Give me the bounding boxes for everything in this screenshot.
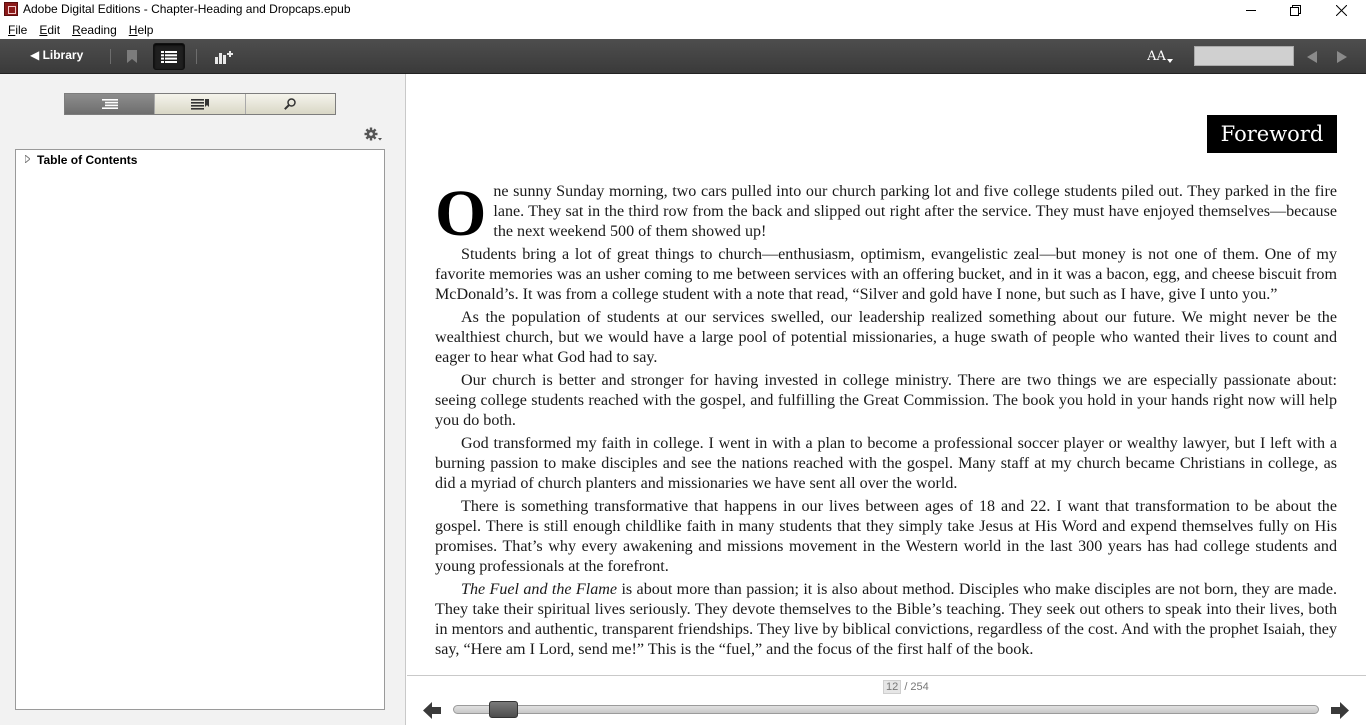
library-button[interactable]: ◀ Library: [30, 48, 84, 62]
prev-page-arrow-icon[interactable]: [423, 702, 441, 719]
expand-arrow-icon[interactable]: [25, 155, 30, 163]
arrow-left-icon: [1307, 51, 1317, 63]
paragraph: [435, 580, 1337, 660]
paragraph-text: is about more than passion; it is also about method. Disciples who make disciples are not born, they are made. They take their spiritual lives seriously. They devote themselves to the Bible’s teaching. They seek out others to speak into their lives, both in mentors and authentic, transparent friendships. They live by biblical convictions, regardless of the cost. And with the prophet Isaiah, they say, “Here am I Lord, send me!” This is the “fuel,” and the focus of the first half of the book.: [435, 581, 1337, 658]
gear-icon: [363, 127, 383, 143]
menu-reading-label: eading: [80, 22, 117, 37]
search-icon: [284, 98, 296, 110]
book-text: [435, 177, 1337, 663]
menu-reading-accel: R: [72, 22, 81, 37]
toolbar-divider: [110, 49, 111, 64]
panel-view-switcher: [64, 93, 336, 115]
total-pages: / 254: [904, 681, 929, 693]
arrow-right-icon: [1337, 51, 1347, 63]
page-slider-track[interactable]: [453, 705, 1319, 714]
tab-toc[interactable]: [65, 94, 155, 114]
chapter-heading: Foreword: [1207, 115, 1337, 153]
chevron-down-icon: [1167, 59, 1173, 63]
menu-help-label: elp: [137, 22, 154, 37]
book-title: The Fuel and the Flame: [461, 581, 618, 598]
close-button[interactable]: [1318, 0, 1364, 20]
reading-pane: [407, 74, 1366, 675]
current-page-input[interactable]: 12: [883, 680, 901, 694]
menu-edit[interactable]: [39, 23, 60, 37]
paragraph: God transformed my faith in college. I went in with a plan to become a professional soccer player or wealthy lawyer, but I left with a burning passion to make disciples and see the nations reached with the gospel. Many staff at my church became Christians in college, as did a myriad of church planters and missionaries we have sent all over the world.: [435, 435, 1337, 492]
left-panel: [0, 74, 406, 725]
tab-search[interactable]: [246, 94, 335, 114]
search-input[interactable]: [1194, 46, 1294, 66]
dropcap: O: [435, 177, 487, 250]
minimize-button[interactable]: [1228, 0, 1274, 20]
bookmarks-list-icon: [191, 99, 209, 110]
tab-bookmarks[interactable]: [155, 94, 245, 114]
minimize-icon: [1246, 5, 1256, 15]
menu-file-accel: F: [8, 22, 16, 37]
list-icon: [161, 51, 177, 63]
add-to-collection-button[interactable]: [213, 43, 235, 70]
menu-edit-label: dit: [47, 22, 61, 37]
menu-help[interactable]: [129, 23, 154, 37]
paragraph: Our church is better and stronger for having invested in college ministry. There are two things we are especially passionate about: seeing college students reached with the gospel, and fulfilling the Great Commission. The book you hold in your hands right now will help you do both.: [435, 372, 1337, 429]
panel-options-button[interactable]: [363, 127, 383, 143]
page-indicator: [883, 681, 929, 693]
toc-item-table-of-contents[interactable]: Table of Contents: [37, 153, 138, 167]
next-page-button[interactable]: [1332, 43, 1352, 70]
toc-view-button[interactable]: [153, 43, 185, 70]
font-size-button[interactable]: [1146, 43, 1174, 70]
bookmark-button[interactable]: [122, 43, 142, 70]
bottom-navigation: [407, 675, 1366, 725]
restore-button[interactable]: [1272, 0, 1318, 20]
bookmark-icon: [127, 50, 137, 63]
paragraph: There is something transformative that happens in our lives between ages of 18 and 22. I want that transformation to be about the gospel. There is still enough childlike faith in many students that they simply take Jesus at His Word and expend themselves fully on His promises. That’s why every awakening and missions movement in the Western world in the last 300 years has had college students and young professionals at the forefront.: [435, 498, 1337, 575]
chart-add-icon: [215, 50, 233, 64]
paragraph: [435, 177, 1337, 250]
paragraph: Students bring a lot of great things to church—enthusiasm, optimism, evangelistic zeal—but money is not one of them. One of my favorite memories was an usher coming to me between services with an offering bucket, and in it was a bacon, egg, and cheese biscuit from McDonald’s. It was from a college student with a note that read, “Silver and gold have I none, but such as I have, give I unto you.”: [435, 246, 1337, 303]
toolbar-divider: [196, 49, 197, 64]
window-title: Adobe Digital Editions - Chapter-Heading and Dropcaps.epub: [23, 2, 351, 16]
toolbar: [0, 39, 1366, 74]
menu-edit-accel: E: [39, 22, 48, 37]
menu-bar: [0, 20, 1366, 39]
paragraph-text: ne sunny Sunday morning, two cars pulled into our church parking lot and five college students piled out. They parked in the fire lane. They sat in the third row from the back and slipped out right after the service. They must have enjoyed themselves—because the next weekend 500 of them showed up!: [493, 183, 1337, 240]
next-page-arrow-icon[interactable]: [1331, 702, 1349, 719]
prev-page-button[interactable]: [1302, 43, 1322, 70]
close-icon: [1336, 5, 1347, 16]
menu-help-accel: H: [128, 22, 138, 37]
page-slider-thumb[interactable]: [489, 701, 518, 718]
font-size-label: AA: [1147, 49, 1166, 64]
menu-file[interactable]: [8, 23, 27, 37]
toc-tree: [15, 149, 385, 710]
menu-reading[interactable]: [72, 23, 117, 37]
list-icon: [102, 99, 118, 109]
app-icon: [4, 2, 18, 16]
restore-icon: [1290, 5, 1301, 16]
paragraph: As the population of students at our services swelled, our leadership realized something about our future. We might never be the wealthiest church, but we would have a large pool of potential missionaries, a huge swath of people who wanted their lives to count and eager to hear what God had to say.: [435, 309, 1337, 366]
menu-file-label: ile: [15, 22, 28, 37]
title-bar: [0, 0, 1366, 20]
